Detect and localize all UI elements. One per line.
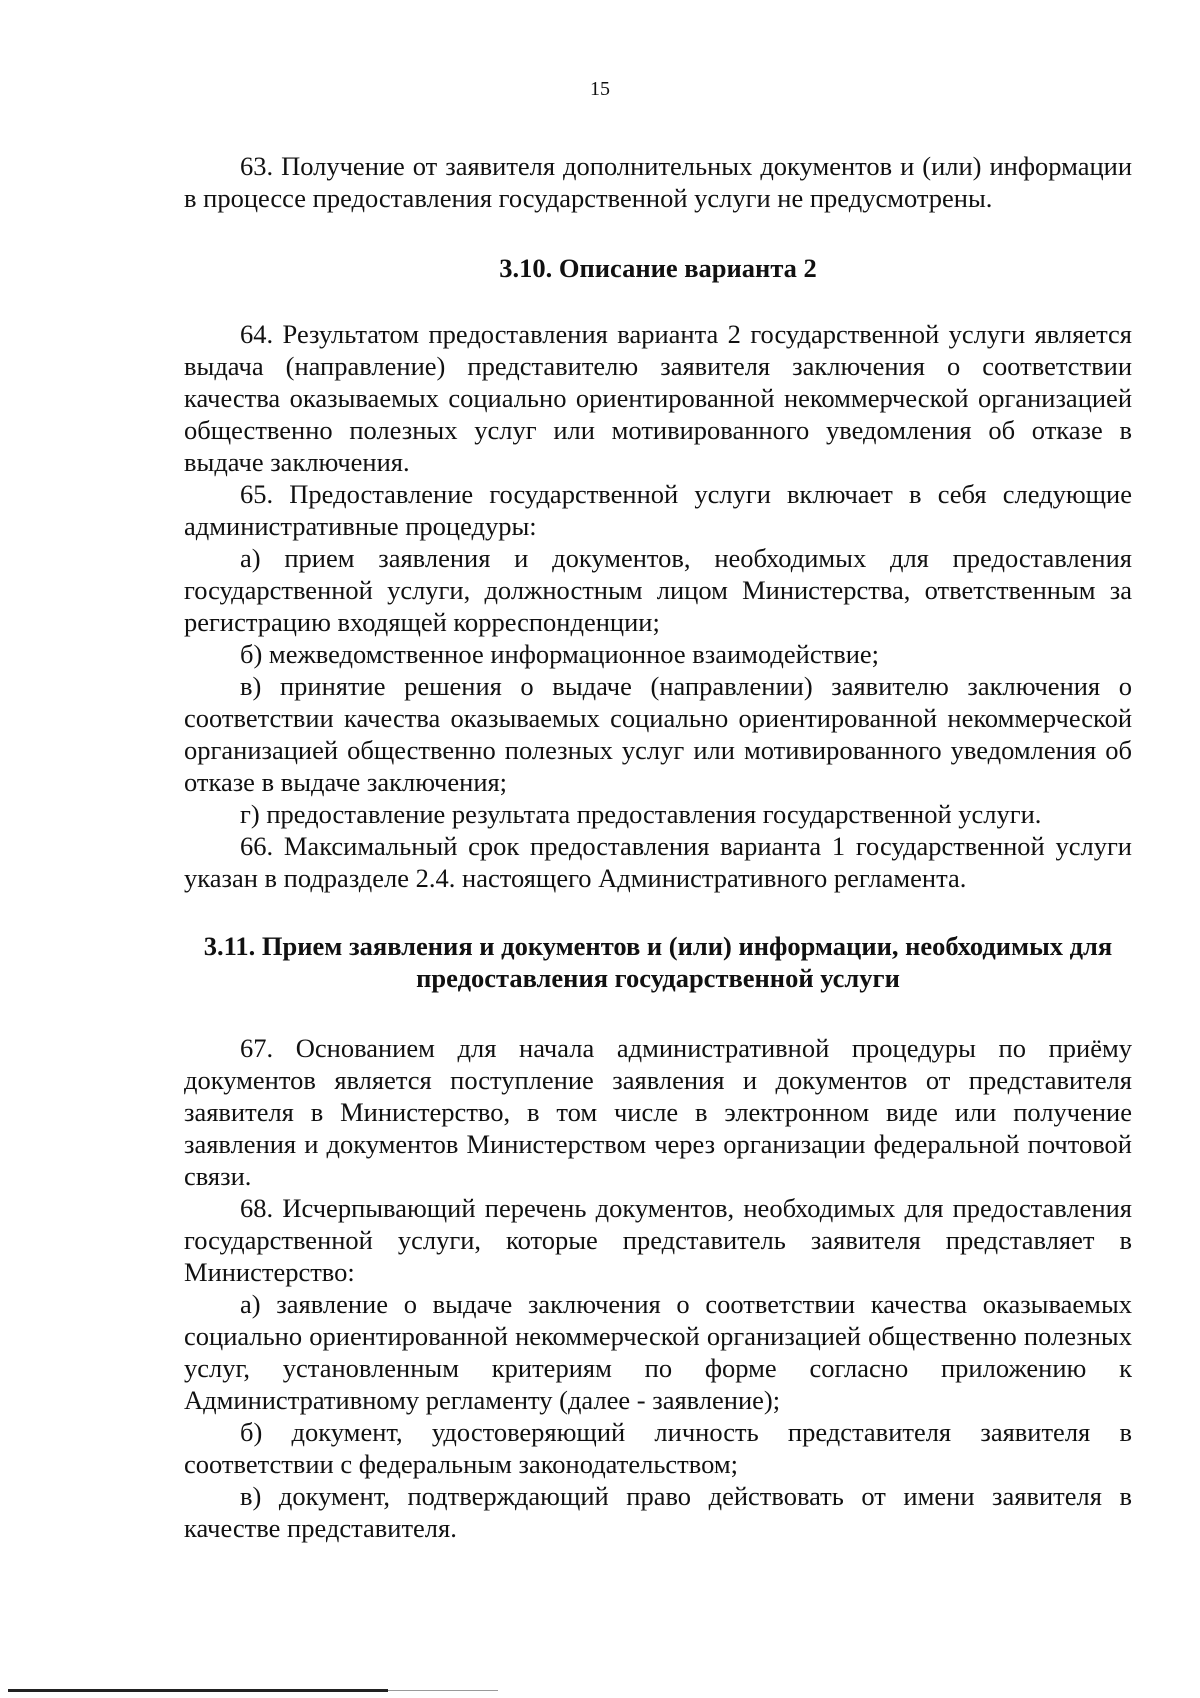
page-number: 15 <box>590 78 610 100</box>
section-heading-3-10: 3.10. Описание варианта 2 <box>499 253 817 283</box>
list-item-65-v: в) принятие решения о выдаче (направлении) заявителю заключения о соответствии качества оказываемых социально ориентированной некоммерческой организацией общественно полезных услуг или мотивированного уведомления об отказе в выдаче заключения; <box>184 671 1132 797</box>
list-item-65-a: а) прием заявления и документов, необходимых для предоставления государственной услуги, должностным лицом Министерства, ответственным за регистрацию входящей корреспонденции; <box>184 543 1132 637</box>
list-item-65-b: б) межведомственное информационное взаимодействие; <box>240 639 880 669</box>
list-item-68-a: а) заявление о выдаче заключения о соответствии качества оказываемых социально ориентированной некоммерческой организацией общественно полезных услуг, установленным критериям по форме согласно приложению к Административному регламенту (далее - заявление); <box>184 1289 1132 1415</box>
paragraph-64: 64. Результатом предоставления варианта 2 государственной услуги является выдача (направление) представителю заявителя заключения о соответствии качества оказываемых социально ориентированной некоммерческой организацией общественно полезных услуг или мотивированного уведомления об отказе в выдаче заключения. <box>184 319 1132 477</box>
list-item-68-b: б) документ, удостоверяющий личность представителя заявителя в соответствии с федеральным законодательством; <box>184 1417 1132 1479</box>
paragraph-66: 66. Максимальный срок предоставления варианта 1 государственной услуги указан в подразделе 2.4. настоящего Административного регламента. <box>184 831 1132 893</box>
section-heading-3-11: 3.11. Прием заявления и документов и (или) информации, необходимых для предоставления государственной услуги <box>203 931 1113 993</box>
scan-edge-line-faint <box>388 1690 498 1691</box>
list-item-65-g: г) предоставление результата предоставления государственной услуги. <box>240 799 1042 829</box>
paragraph-63: 63. Получение от заявителя дополнительных документов и (или) информации в процессе предоставления государственной услуги не предусмотрены. <box>184 151 1132 213</box>
paragraph-67: 67. Основанием для начала административной процедуры по приёму документов является поступление заявления и документов от представителя заявителя в Министерство, в том числе в электронном виде или получение заявления и документов Министерством через организации федеральной почтовой связи. <box>184 1033 1132 1191</box>
list-item-68-v: в) документ, подтверждающий право действовать от имени заявителя в качестве представителя. <box>184 1481 1132 1543</box>
scan-edge-line <box>8 1689 388 1692</box>
paragraph-65: 65. Предоставление государственной услуги включает в себя следующие административные процедуры: <box>184 479 1132 541</box>
document-body <box>184 150 1132 1544</box>
paragraph-68: 68. Исчерпывающий перечень документов, необходимых для предоставления государственной услуги, которые представитель заявителя представляет в Министерство: <box>184 1193 1132 1287</box>
